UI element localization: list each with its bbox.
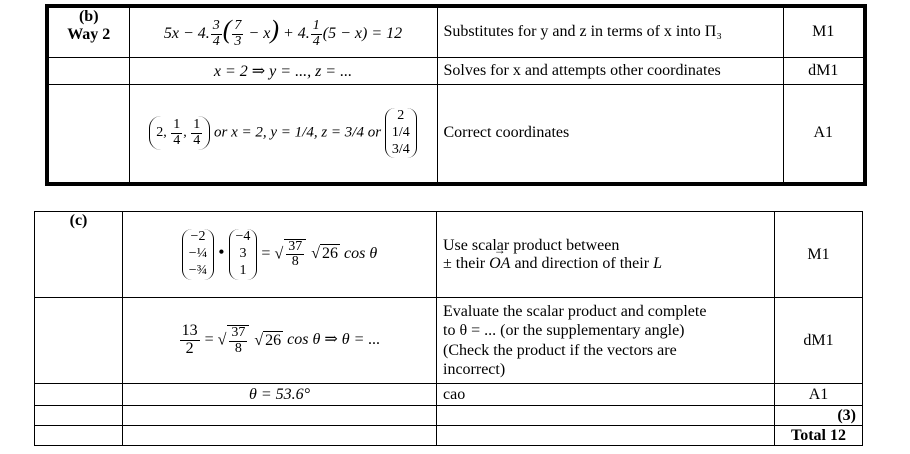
sqrt-term: √ 26: [311, 245, 339, 263]
description-cell: cao: [437, 384, 775, 406]
part-c-label: (c): [35, 212, 123, 298]
empty-cell: [47, 57, 129, 84]
coordinate-vector: 2 1/4 3/4: [385, 108, 417, 158]
part-b-label: (b): [78, 8, 99, 25]
desc-line: (Check the product if the vectors are: [443, 341, 677, 359]
empty-cell: [437, 406, 775, 426]
eq-text: − x: [248, 24, 271, 42]
mark-cell: M1: [775, 212, 863, 298]
equation-cell: θ = 53.6°: [123, 384, 437, 406]
empty-cell: [35, 298, 123, 384]
total-cell: Total 12: [775, 426, 863, 446]
part-b-table: [45, 4, 867, 186]
mark-cell: A1: [783, 84, 865, 184]
empty-cell: [47, 84, 129, 184]
table-row: [35, 384, 863, 406]
eq-text: 5x − 4.: [163, 24, 210, 42]
mark-cell: A1: [775, 384, 863, 406]
part-c-table: [34, 211, 863, 446]
desc-line: Use scalar product between: [443, 236, 620, 254]
part-label: [47, 6, 129, 57]
vector-oa: → OA: [489, 255, 510, 273]
sqrt-fraction: √ $\frac{37}{8}$: [218, 325, 251, 356]
equation-cell: $\frac{13}{2}$ = √ $\frac{37}{8}$ √ 26 cos θ ⇒ θ = ...: [123, 298, 437, 384]
description-cell: Correct coordinates: [437, 84, 783, 184]
eq-text: cos θ: [344, 245, 378, 263]
desc-line: to θ = ... (or the supplementary angle): [443, 322, 685, 340]
description-cell: Solves for x and attempts other coordinates: [437, 57, 783, 84]
part-b-sublabel: Way 2: [67, 26, 111, 43]
table-row: [47, 6, 865, 57]
description-cell: Substitutes for y and z in terms of x into Π₃: [437, 6, 783, 57]
fraction: $\frac{13}{2}$: [181, 322, 198, 357]
table-row: [35, 426, 863, 446]
table-row: [35, 298, 863, 384]
desc-line: incorrect): [443, 360, 506, 378]
equation-cell: 2 , $\frac{1}{4}$ , $\frac{1}{4}$ or x = 2, y = 1/4, z = 3/4 or 2 1/4 3/4: [129, 84, 437, 184]
empty-cell: [437, 426, 775, 446]
vector-two: −4 3 1: [229, 229, 258, 279]
empty-cell: [123, 426, 437, 446]
subtotal-cell: (3): [775, 406, 863, 426]
point-x: 2: [156, 124, 164, 140]
mark-cell: M1: [783, 6, 865, 57]
desc-line: Evaluate the scalar product and complete: [443, 303, 707, 321]
table-row: [47, 84, 865, 184]
mark-cell: dM1: [783, 57, 865, 84]
sqrt-term: √ 26: [254, 331, 282, 349]
fraction: $\frac{1}{4}$: [312, 18, 320, 49]
equation-text: or x = 2, y = 1/4, z = 3/4 or: [214, 124, 382, 141]
empty-cell: [35, 406, 123, 426]
fraction: $\frac{3}{4}$: [212, 18, 220, 49]
sqrt-fraction: √ $\frac{37}{8}$: [274, 239, 307, 270]
table-row: [47, 57, 865, 84]
equation-cell: −2 −¼ −¾ • −4 3 1 = √ $\frac{37}{8}$ √ 26 cos θ: [123, 212, 437, 298]
empty-cell: [35, 426, 123, 446]
empty-cell: [123, 406, 437, 426]
description-cell: [437, 298, 775, 384]
equation-cell: 5x − 4. $\frac{3}{4}$ ( $\frac{7}{3}$ − x) + 4. $\frac{1}{4}$ (5 − x) = 12: [129, 6, 437, 57]
description-cell: [437, 212, 775, 298]
fraction: $\frac{7}{3}$: [234, 18, 242, 49]
eq-text: + 4.: [283, 24, 310, 42]
eq-text: cos θ ⇒ θ = ...: [287, 331, 381, 349]
mark-cell: dM1: [775, 298, 863, 384]
table-row: [35, 406, 863, 426]
desc-line: ± their → OA and direction of their L: [443, 255, 768, 273]
equation-cell: x = 2 ⇒ y = ..., z = ...: [129, 57, 437, 84]
table-row: [35, 212, 863, 298]
empty-cell: [35, 384, 123, 406]
eq-text: (5 − x) = 12: [322, 24, 403, 42]
vector-one: −2 −¼ −¾: [182, 229, 214, 279]
